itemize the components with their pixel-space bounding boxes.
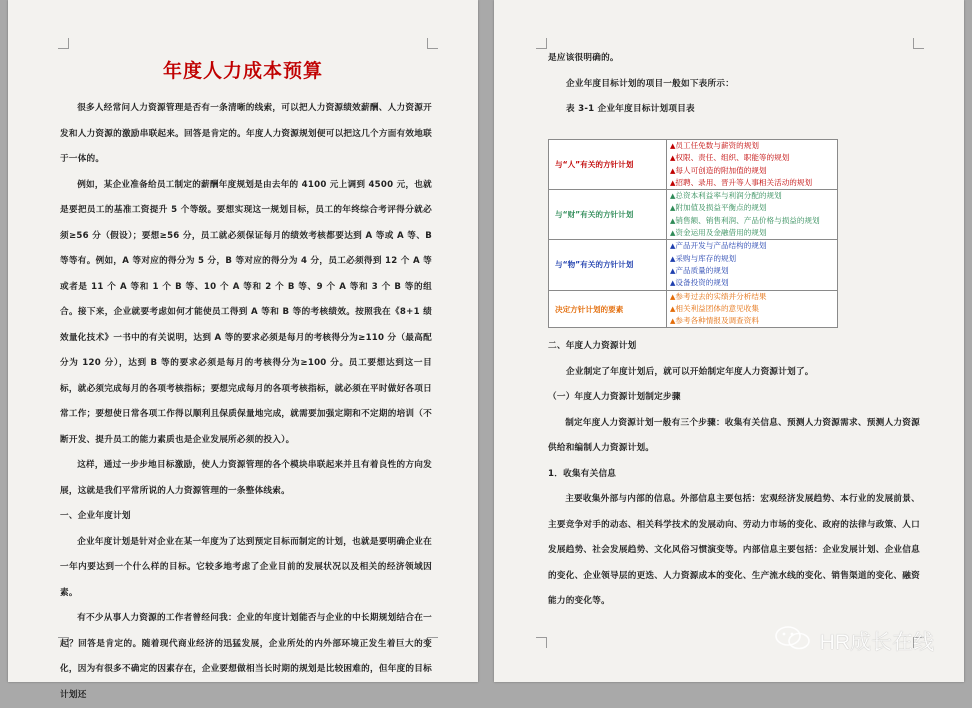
table-row	[549, 240, 838, 290]
table-items-cell	[667, 140, 838, 190]
right-intro-text	[548, 46, 920, 123]
triangle-bullet-icon: ▲	[670, 216, 676, 225]
table-row	[549, 290, 838, 328]
table-items-cell	[667, 290, 838, 328]
table-category-cell: 与“财”有关的方针计划	[549, 190, 667, 240]
table-item-text: 采购与库存的规划	[675, 253, 737, 263]
section-heading: 一、企业年度计划	[60, 511, 131, 521]
table-item	[670, 277, 834, 289]
table-item	[670, 140, 834, 152]
table-category-cell: 与“人”有关的方针计划	[549, 140, 667, 190]
page-corner-mark	[58, 38, 69, 49]
left-body-text	[60, 96, 432, 708]
page-corner-mark	[536, 637, 547, 648]
text-line: 企业年度目标计划的项目一般如下表所示：	[566, 78, 735, 89]
table-item-text: 设备投资的规划	[675, 278, 729, 288]
table-row	[549, 190, 838, 240]
triangle-bullet-icon: ▲	[670, 142, 676, 150]
table-item-text: 员工任免数与薪资的规划	[675, 141, 759, 150]
table-item-text: 参考过去的实绩并分析结果	[675, 291, 767, 301]
triangle-bullet-icon: ▲	[670, 192, 676, 201]
triangle-bullet-icon: ▲	[670, 166, 676, 175]
subsection-heading: （一）年度人力资源计划制定步骤	[548, 392, 681, 402]
triangle-bullet-icon: ▲	[670, 178, 676, 187]
table-item	[670, 303, 834, 315]
annual-plan-table	[548, 139, 838, 328]
table-item-text: 产品开发与产品结构的规划	[675, 241, 767, 251]
text-line: 是应该很明确的。	[548, 53, 619, 63]
triangle-bullet-icon: ▲	[670, 254, 676, 263]
triangle-bullet-icon: ▲	[670, 292, 676, 301]
table-item	[670, 253, 834, 265]
triangle-bullet-icon: ▲	[670, 266, 676, 275]
table-item	[670, 190, 834, 202]
triangle-bullet-icon: ▲	[670, 279, 676, 288]
section-heading: 二、年度人力资源计划	[548, 341, 637, 351]
paragraph: 制定年度人力资源计划一般有三个步骤：收集有关信息、预测人力资源需求、预测人力资源供给和编制人力资源计划。	[548, 417, 920, 453]
table-category-cell: 与“物”有关的方针计划	[549, 240, 667, 290]
paragraph: 例如，某企业准备给员工制定的薪酬年度规划是由去年的 4100 元上调到 4500 元，也就是要把员工的基准工资提升 5 个等级。要想实现这一规划目标，员工的年终综合考评得分就必须≥56 分（假设）；要想≥56 分，员工就必须保证每月的绩效考核都要达到 A 等或 A 等、B 等等有。例如，A 等对应的得分为 5 分，B 等对应的得分为 4 分，员工必须得到 12 个 A 等或者是 11 个 A 等和 1 个 B 等、10 个 A 等和 2 个 B 等、9 个 A 等和 3 个 B 等的组合。接下来，企业就要考虑如何才能使员工得到 A 等和 B 等的考核绩效。按照我在《8+1 绩效量化技术》一书中的有关说明，达到 A 等的要求必须是每月的考核得分为≥110 分（最高配分为 120 分），达到 B 等的要求必须是每月的考核得分为≥100 分。员工要想达到这一目标，就必须完成每月的各项考核指标；要想完成每月的各项考核指标，就必须在平时做好各项日常工作；要想使日常各项工作得以顺利且保质保量地完成，就需要加强定期和不定期的培训（不断开发、提升员工的能力素质也是企业发展所必须的投入）。	[60, 179, 432, 445]
table-item-text: 销售额、销售利润、产品价格与损益的规划	[675, 215, 820, 225]
table-item-text: 权限、责任、组织、职能等的规划	[675, 153, 790, 163]
wechat-icon	[774, 625, 812, 651]
table-item	[670, 315, 834, 327]
paragraph: 企业制定了年度计划后，就可以开始制定年度人力资源计划了。	[566, 366, 814, 377]
right-body-text	[548, 334, 920, 615]
table-item	[670, 202, 834, 214]
paragraph: 这样，通过一步步地目标激励，使人力资源管理的各个模块串联起来并且有着良性的方向发展，这就是我们平常所说的人力资源管理的一条整体线索。	[60, 460, 432, 496]
document-title: 年度人力成本预算	[162, 60, 323, 82]
paragraph: 有不少从事人力资源的工作者曾经问我：企业的年度计划能否与企业的中长期规划结合在一起？回答是肯定的。随着现代商业经济的迅猛发展，企业所处的内外部环境正发生着巨大的变化，因为有很多不确定的因素存在，企业要想做相当长时期的规划是比较困难的，但年度的目标计划还	[60, 613, 432, 700]
table-item-text: 资金运用及金融借用的规划	[675, 228, 767, 238]
table-item	[670, 177, 834, 189]
triangle-bullet-icon: ▲	[670, 204, 676, 213]
triangle-bullet-icon: ▲	[670, 229, 676, 238]
table-row	[549, 140, 838, 190]
table-item-text: 每人可创造的附加值的规划	[675, 165, 767, 175]
table-item	[670, 165, 834, 177]
paragraph: 企业年度计划是针对企业在某一年度为了达到预定目标而制定的计划，也就是要明确企业在一年内要达到一个什么样的目标。它较多地考虑了企业目前的发展状况以及相关的经济领域因素。	[60, 536, 432, 598]
page-corner-mark	[427, 38, 438, 49]
triangle-bullet-icon: ▲	[670, 154, 676, 163]
triangle-bullet-icon: ▲	[670, 242, 676, 251]
table-item	[670, 227, 834, 239]
table-item	[670, 240, 834, 252]
table-caption: 表 3-1 企业年度目标计划项目表	[566, 104, 695, 114]
table-item	[670, 152, 834, 164]
triangle-bullet-icon: ▲	[670, 304, 676, 313]
table-items-cell	[667, 190, 838, 240]
table-item-text: 产品质量的规划	[675, 265, 729, 275]
table-category-cell: 决定方针计划的要素	[549, 290, 667, 328]
table-item	[670, 291, 834, 303]
table-item-text: 参考各种情报及调查资料	[675, 316, 759, 326]
paragraph: 主要收集外部与内部的信息。外部信息主要包括：宏观经济发展趋势、本行业的发展前景、主要竞争对手的动态、相关科学技术的发展动向、劳动力市场的变化、政府的法律与政策、人口发展趋势、社会发展趋势、文化风俗习惯演变等。内部信息主要包括：企业发展计划、企业信息的变化、企业领导层的更迭、人力资源成本的变化、生产流水线的变化、销售渠道的变化、融资能力的变化等。	[548, 494, 920, 606]
table-item-text: 附加值及损益平衡点的规划	[675, 203, 767, 213]
table-item-text: 招聘、录用、晋升等人事相关活动的规划	[675, 177, 813, 187]
table-items-cell	[667, 240, 838, 290]
paragraph: 很多人经常问人力资源管理是否有一条清晰的线索，可以把人力资源绩效薪酬、人力资源开发和人力资源的激励串联起来。回答是肯定的。年度人力资源规划便可以把这几个方面有效地联于一体的。	[60, 103, 432, 164]
document-page-right	[494, 0, 964, 682]
table-item	[670, 215, 834, 227]
table-item	[670, 265, 834, 277]
document-page-left	[8, 0, 478, 700]
page-corner-mark	[536, 38, 547, 49]
watermark-text: HR成长在线	[819, 631, 934, 654]
table-item-text: 总资本利益率与利润分配的规划	[675, 191, 782, 201]
point-heading: 1．收集有关信息	[548, 468, 617, 479]
triangle-bullet-icon: ▲	[670, 317, 676, 326]
table-item-text: 相关利益团体的意见收集	[675, 303, 759, 313]
